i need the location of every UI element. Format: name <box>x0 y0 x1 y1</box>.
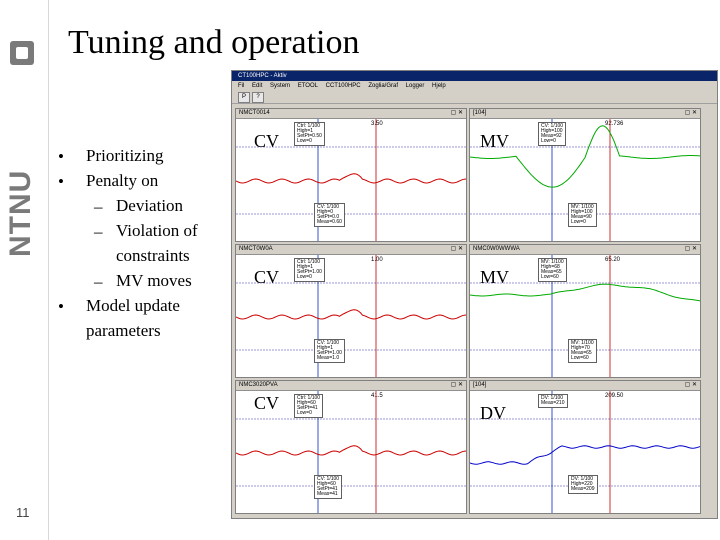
variable-type-caption: CV <box>254 131 280 151</box>
menu-item[interactable]: Edit <box>252 83 263 89</box>
sub-bullet-item: – MV moves <box>58 268 228 293</box>
panel-value: 1.00 <box>371 257 383 263</box>
mpc-screenshot-window <box>231 70 718 519</box>
menu-item[interactable]: Logger <box>405 83 425 89</box>
panel-controls-icon[interactable]: ▢ ✕ <box>450 110 463 116</box>
info-box-bottom: MV: 1/100 High=100 Meas=90 Low=0 <box>568 203 597 227</box>
trend-panel-6[interactable] <box>469 380 701 514</box>
bullet-list <box>58 143 228 343</box>
ntnu-logo-icon <box>9 40 35 66</box>
menu-bar <box>232 81 717 91</box>
side-divider <box>48 0 49 540</box>
panel-tag: [104] <box>473 110 487 116</box>
variable-type-caption: MV <box>480 267 510 287</box>
panel-value: 3.50 <box>371 121 383 127</box>
panel-value: 65.20 <box>605 257 621 263</box>
panel-tag: NMC0W0WWWA <box>473 246 520 252</box>
trend-line <box>236 310 466 319</box>
panel-header <box>236 109 466 119</box>
panel-controls-icon[interactable]: ▢ ✕ <box>450 382 463 388</box>
menu-item[interactable]: ETOOL <box>297 83 318 89</box>
info-box-top: Ctrl: 1/100 High=1 SetPt=1.00 Low=0 <box>294 258 325 282</box>
panel-controls-icon[interactable]: ▢ ✕ <box>450 246 463 252</box>
toolbar <box>232 91 717 104</box>
info-box-top: Ctrl: 1/100 High=60 SetPt=41 Low=0 <box>294 394 323 418</box>
info-box-top: DV: 1/100 Meas=210 <box>538 394 568 408</box>
help-icon[interactable]: ? <box>252 92 264 103</box>
bullet-item: • Prioritizing <box>58 143 228 168</box>
info-box-bottom: DV: 1/100 High=220 Meas=209 <box>568 475 598 494</box>
panel-header <box>236 245 466 255</box>
toolbar-button-p[interactable]: P <box>238 92 250 103</box>
menu-item[interactable]: CCT100HPC <box>325 83 361 89</box>
menu-item[interactable]: System <box>270 83 291 89</box>
trend-panel-3[interactable] <box>235 244 467 378</box>
panel-tag: NMC3020PVA <box>239 382 278 388</box>
variable-type-caption: DV <box>480 403 506 423</box>
menu-item[interactable]: Fil <box>238 83 245 89</box>
slide-title: Tuning and operation <box>68 24 360 61</box>
menu-item[interactable]: Zoglia/Graf <box>368 83 398 89</box>
ntnu-side-band <box>0 0 45 540</box>
info-box-bottom: CV: 1/100 High=0 SetPt=0.0 Meas=0.60 <box>314 203 345 227</box>
panel-value: 92.736 <box>605 121 624 127</box>
info-box-top: CV: 1/100 High=100 Meas=92 Low=0 <box>538 122 566 146</box>
window-title: CT100HPC - Aktiv <box>232 71 717 81</box>
ntnu-logo-text: NTNU <box>4 169 37 257</box>
trend-panel-5[interactable] <box>235 380 467 514</box>
bullet-item: • Penalty on <box>58 168 228 193</box>
menu-item[interactable]: Hjelp <box>432 83 446 89</box>
panel-header <box>470 245 700 255</box>
page-number: 11 <box>16 505 30 520</box>
sub-bullet-item: – Violation of constraints <box>58 218 228 268</box>
trend-line <box>236 174 466 183</box>
trend-panel-4[interactable] <box>469 244 701 378</box>
panel-value: 41.5 <box>371 393 383 399</box>
trend-panel-1[interactable] <box>235 108 467 242</box>
panel-header <box>470 381 700 391</box>
bullet-item: • Model update parameters <box>58 293 228 343</box>
variable-type-caption: MV <box>480 131 510 151</box>
info-box-top: MV: 1/100 High=68 Meas=65 Low=60 <box>538 258 567 282</box>
panel-tag: NMCT0W0A <box>239 246 273 252</box>
info-box-bottom: CV: 1/100 High=60 SetPt=41 Meas=41 <box>314 475 342 499</box>
sub-bullet-item: – Deviation <box>58 193 228 218</box>
variable-type-caption: CV <box>254 267 280 287</box>
info-box-top: Ctrl: 1/100 High=1 SetPt=0.50 Low=0 <box>294 122 325 146</box>
panel-value: 209.50 <box>605 393 624 399</box>
info-box-bottom: MV: 1/100 High=70 Meas=65 Low=60 <box>568 339 597 363</box>
panel-controls-icon[interactable]: ▢ ✕ <box>684 382 697 388</box>
panel-controls-icon[interactable]: ▢ ✕ <box>684 110 697 116</box>
panel-tag: [104] <box>473 382 487 388</box>
panel-controls-icon[interactable]: ▢ ✕ <box>684 246 697 252</box>
panel-tag: NMCT0014 <box>239 110 270 116</box>
trend-line <box>470 446 700 464</box>
trend-line <box>236 446 466 455</box>
trend-panel-2[interactable] <box>469 108 701 242</box>
panel-header <box>236 381 466 391</box>
variable-type-caption: CV <box>254 393 280 413</box>
info-box-bottom: CV: 1/100 High=1 SetPt=1.00 Meas=1.0 <box>314 339 345 363</box>
panel-header <box>470 109 700 119</box>
